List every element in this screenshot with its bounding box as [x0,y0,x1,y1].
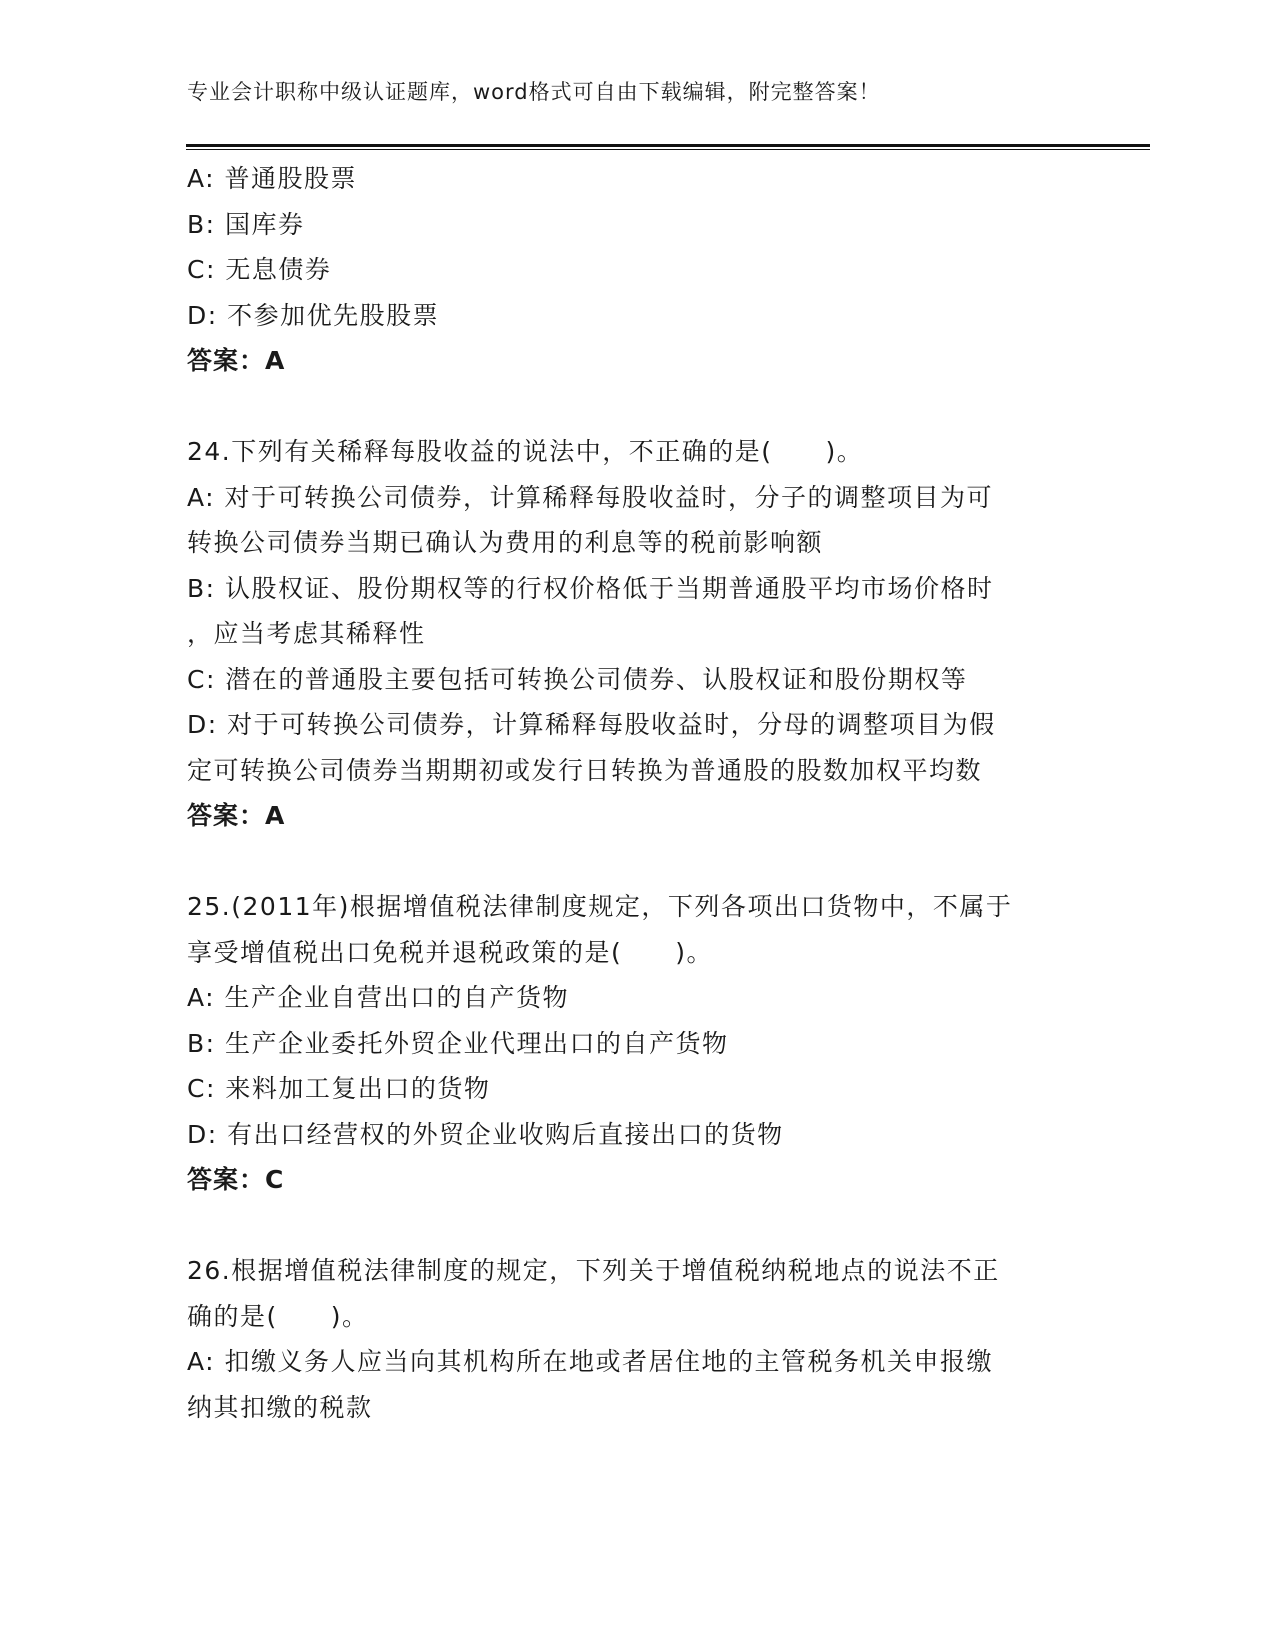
q24-option-d-line1: D: 对于可转换公司债券，计算稀释每股收益时，分母的调整项目为假 [187,710,996,739]
q26-option-a-line1: A: 扣缴义务人应当向其机构所在地或者居住地的主管税务机关申报缴 [187,1347,994,1376]
q23-option-a: A: 普通股股票 [187,164,358,193]
spacer [187,1203,1087,1249]
q26-question-line2: 确的是( )。 [187,1301,369,1331]
q26-question-line1: 26.根据增值税法律制度的规定，下列关于增值税纳税地点的说法不正 [187,1256,1000,1285]
question-25-block [187,884,1087,1203]
q23-option-c: C: 无息债券 [187,255,332,284]
question-26-block [187,1248,1087,1430]
q24-option-c: C: 潜在的普通股主要包括可转换公司债券、认股权证和股份期权等 [187,664,968,694]
q25-answer: 答案：C [187,1165,285,1194]
q24-option-a-line1: A: 对于可转换公司债券，计算稀释每股收益时，分子的调整项目为可 [187,482,994,512]
q23-option-d: D: 不参加优先股股票 [187,300,440,330]
q25-option-b: B: 生产企业委托外贸企业代理出口的自产货物 [187,1028,729,1058]
q24-option-b-line2: ，应当考虑其稀释性 [187,619,426,648]
q23-option-b: B: 国库券 [187,209,305,239]
q23-answer: 答案：A [187,346,286,375]
q24-option-a-line2: 转换公司债券当期已确认为费用的利息等的税前影响额 [187,528,824,557]
document-body [187,156,1087,1430]
header-rule-thin [186,149,1150,150]
page-header: 专业会计职称中级认证题库，word格式可自由下载编辑，附完整答案！ [187,80,881,104]
question-24-block [187,429,1087,839]
q25-option-a: A: 生产企业自营出口的自产货物 [187,983,570,1012]
q24-option-b-line1: B: 认股权证、股份期权等的行权价格低于当期普通股平均市场价格时 [187,573,994,603]
q25-question-line2: 享受增值税出口免税并退税政策的是( )。 [187,937,714,967]
q25-question-line1: 25.(2011年)根据增值税法律制度规定，下列各项出口货物中，不属于 [187,892,1013,921]
spacer [187,839,1087,885]
q25-option-c: C: 来料加工复出口的货物 [187,1074,491,1103]
header-rule-thick [186,144,1150,147]
q26-option-a-line2: 纳其扣缴的税款 [187,1392,373,1422]
spacer [187,384,1087,430]
q24-option-d-line2: 定可转换公司债券当期期初或发行日转换为普通股的股数加权平均数 [187,755,983,785]
q24-question: 24.下列有关稀释每股收益的说法中，不正确的是( )。 [187,437,864,466]
q24-answer: 答案：A [187,801,286,830]
question-23-block [187,156,1087,384]
q25-option-d: D: 有出口经营权的外贸企业收购后直接出口的货物 [187,1119,784,1149]
